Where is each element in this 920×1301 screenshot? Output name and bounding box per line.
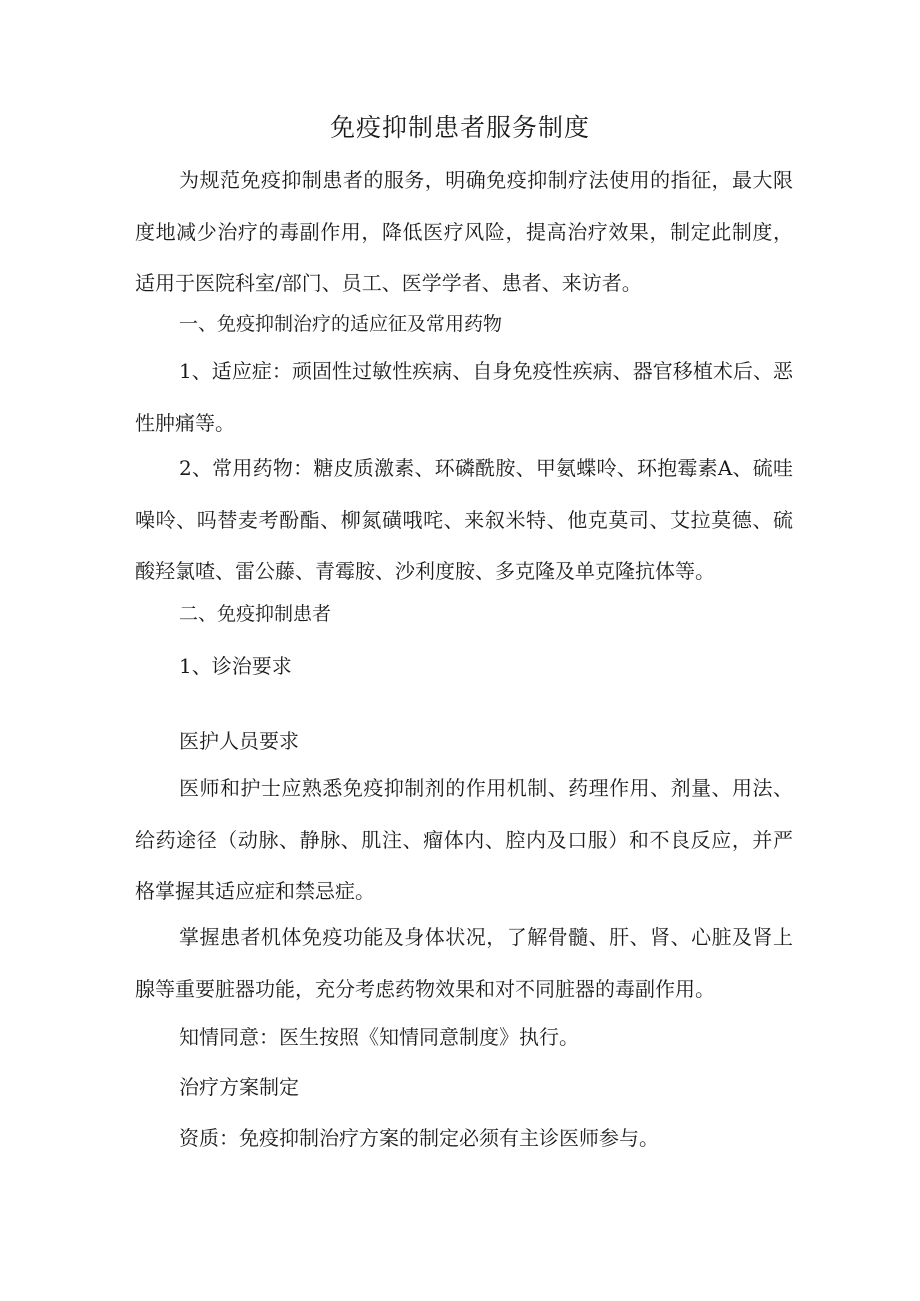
document-title: 免疫抑制患者服务制度 — [329, 113, 590, 142]
qualification-line: 资质：免疫抑制治疗方案的制定必须有主诊医师参与。 — [179, 1126, 659, 1150]
treatment-plan-heading: 治疗方案制定 — [179, 1075, 299, 1099]
common-drugs-paragraph: 2、常用药物：糖皮质激素、环磷酰胺、甲氨蝶呤、环抱霉素A、硫哇噪呤、吗替麦考酚酯、柳氮磺哦咤、来叙米特、他克莫司、艾拉莫德、硫酸羟氯喳、雷公藤、青霉胺、沙利度胺、多克隆及单克隆抗体等。 — [135, 456, 793, 583]
staff-requirements-paragraph-2: 掌握患者机体免疫功能及身体状况，了解骨髓、肝、肾、心脏及肾上腺等重要脏器功能，充分考虑药物效果和对不同脏器的毒副作用。 — [135, 925, 793, 1001]
intro-paragraph: 为规范免疫抑制患者的服务，明确免疫抑制疗法使用的指征，最大限度地减少治疗的毒副作用，降低医疗风险，提高治疗效果，制定此制度，适用于医院科室/部门、员工、医学学者、患者、来访者。 — [135, 168, 793, 295]
staff-requirements-heading: 医护人员要求 — [179, 729, 299, 753]
section-1-heading: 一、免疫抑制治疗的适应征及常用药物 — [179, 313, 503, 335]
staff-requirements-paragraph-1: 医师和护士应熟悉免疫抑制剂的作用机制、药理作用、剂量、用法、给药途径（动脉、静脉、肌注、瘤体内、腔内及口服）和不良反应，并严格掌握其适应症和禁忌症。 — [135, 776, 793, 903]
indications-paragraph: 1、适应症：顽固性过敏性疾病、自身免疫性疾病、器官移植术后、恶性肿痛等。 — [135, 359, 793, 435]
diagnosis-requirements-heading: 1、诊治要求 — [179, 654, 292, 678]
informed-consent-line: 知情同意：医生按照《知情同意制度》执行。 — [179, 1025, 579, 1049]
section-2-heading: 二、免疫抑制患者 — [179, 603, 332, 625]
